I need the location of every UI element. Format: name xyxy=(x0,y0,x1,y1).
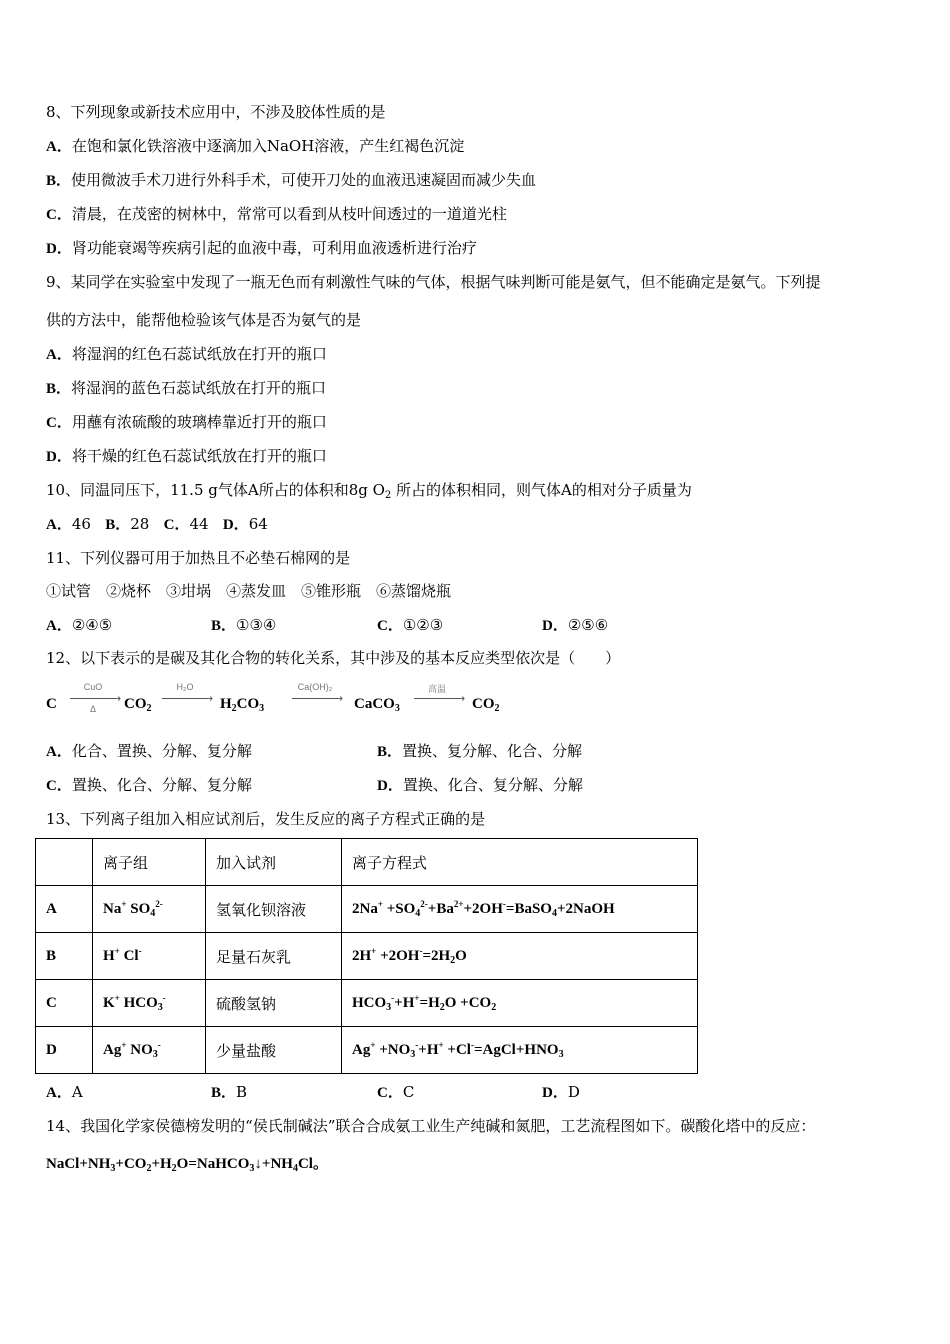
q12-stem: 12、以下表示的是碳及其化合物的转化关系，其中涉及的基本反应类型依次是（ ） xyxy=(46,649,621,667)
reagent-cell: 氢氧化钡溶液 xyxy=(206,886,342,933)
table-row xyxy=(36,886,698,933)
q13-option-b: B．B xyxy=(211,1083,248,1101)
q8-option-b: B．使用微波手术刀进行外科手术，可使开刀处的血液迅速凝固而减少失血 xyxy=(46,171,537,189)
arrow-cuo: CuO → Δ xyxy=(58,680,128,720)
header-cell-empty xyxy=(36,839,93,886)
equation-cell: $Ag^+ +NO_3^-+H^+$ $+Cl^-=AgCl+HNO_3$ xyxy=(342,1027,698,1074)
q9-stem-line1: 9、某同学在实验室中发现了一瓶无色而有刺激性气味的气体，根据气味判断可能是氨气，但不能确定是氨气。下列提 xyxy=(46,273,821,291)
species-caco3: CaCO$_3$ xyxy=(354,696,400,714)
q9-option-b: B．将湿润的蓝色石蕊试纸放在打开的瓶口 xyxy=(46,379,327,397)
q9-option-a: A．将湿润的红色石蕊试纸放在打开的瓶口 xyxy=(46,345,327,363)
q12-conversion-chain xyxy=(46,680,566,720)
equation-cell: $HCO_3^-+H^+=H_2O +CO_2$ xyxy=(342,980,698,1027)
species-co2: $CO_2$ xyxy=(124,696,152,714)
species-c: C xyxy=(46,696,57,712)
q13-stem: 13、下列离子组加入相应试剂后，发生反应的离子方程式正确的是 xyxy=(46,810,486,828)
arrow-h2o: H₂O → xyxy=(150,680,220,720)
reagent-cell: 足量石灰乳 xyxy=(206,933,342,980)
ion-group-cell: H+ Cl- xyxy=(93,933,206,980)
q13-option-c: C．C xyxy=(377,1083,415,1101)
q11-option-b: B．①③④ xyxy=(211,616,277,634)
equation-cell: $2Na^+ +SO_4^{2-}+Ba^{2+}+2OH^-=BaSO_4+2NaOH$ xyxy=(342,886,698,933)
q12-option-a: A．化合、置换、分解、复分解 xyxy=(46,742,252,760)
header-ion-group: 离子组 xyxy=(93,839,206,886)
table-row xyxy=(36,933,698,980)
table-header-row xyxy=(36,839,698,886)
ion-group-cell: Ag+ $NO_3^-$ xyxy=(93,1027,206,1074)
arrow-caoh2: Ca(OH)₂ → xyxy=(280,680,350,720)
species-co2-final: $CO_2$ xyxy=(472,696,500,714)
header-ionic-equation: 离子方程式 xyxy=(342,839,698,886)
row-label: B xyxy=(36,933,93,980)
q10-stem: 10、同温同压下，11.5 g气体A所占的体积和8g $O_2$ 所占的体积相同，则气体A的相对分子质量为 xyxy=(46,481,692,501)
q9-stem-line2: 供的方法中，能帮他检验该气体是否为氨气的是 xyxy=(46,311,362,329)
q11-stem: 11、下列仪器可用于加热且不必垫石棉网的是 xyxy=(46,549,351,567)
q13-option-a: A．A xyxy=(46,1083,83,1101)
q12-option-c: C．置换、化合、分解、复分解 xyxy=(46,776,252,794)
q11-option-d: D．②⑤⑥ xyxy=(542,616,609,634)
equation-cell: $2H^+ +2OH^-=2H_2O$ xyxy=(342,933,698,980)
row-label: D xyxy=(36,1027,93,1074)
q10-options: A．46 B．28 C．44 D．64 xyxy=(46,515,268,533)
q11-items: ①试管 ②烧杯 ③坩埚 ④蒸发皿 ⑤锥形瓶 ⑥蒸馏烧瓶 xyxy=(46,582,452,600)
q8-option-c: C．清晨，在茂密的树林中，常常可以看到从枝叶间透过的一道道光柱 xyxy=(46,205,507,223)
reagent-cell: 硫酸氢钠 xyxy=(206,980,342,1027)
q11-option-a: A．②④⑤ xyxy=(46,616,113,634)
q12-option-b: B．置换、复分解、化合、分解 xyxy=(377,742,583,760)
row-label: A xyxy=(36,886,93,933)
q14-equation: $NaCl+NH_3+CO_2+H_2O=NaHCO_3↓+NH_4Cl$。 xyxy=(46,1156,328,1174)
q9-option-d: D．将干燥的红色石蕊试纸放在打开的瓶口 xyxy=(46,447,327,465)
table-row xyxy=(36,980,698,1027)
q13-option-d: D．D xyxy=(542,1083,580,1101)
table-row xyxy=(36,1027,698,1074)
species-h2co3: $H_2CO_3$ xyxy=(220,696,265,714)
q14-stem: 14、我国化学家侯德榜发明的“侯氏制碱法”联合合成氨工业生产纯碱和氮肥，工艺流程图如下。碳酸化塔中的反应： xyxy=(46,1117,816,1135)
q8-option-d: D．肾功能衰竭等疾病引起的血液中毒，可利用血液透析进行治疗 xyxy=(46,239,477,257)
q11-option-c: C．①②③ xyxy=(377,616,444,634)
q9-option-c: C．用蘸有浓硫酸的玻璃棒靠近打开的瓶口 xyxy=(46,413,327,431)
q8-stem: 8、下列现象或新技术应用中，不涉及胶体性质的是 xyxy=(46,103,386,121)
ion-group-cell: Na+ $SO_4^{2-}$ xyxy=(93,886,206,933)
header-reagent: 加入试剂 xyxy=(206,839,342,886)
arrow-high-temp: 高温 → xyxy=(402,680,472,720)
ion-reaction-table xyxy=(35,838,698,1074)
q8-option-a: A．在饱和氯化铁溶液中逐滴加入NaOH溶液，产生红褐色沉淀 xyxy=(46,137,465,155)
ion-group-cell: K+ $HCO_3^-$ xyxy=(93,980,206,1027)
reagent-cell: 少量盐酸 xyxy=(206,1027,342,1074)
q12-option-d: D．置换、化合、复分解、分解 xyxy=(377,776,583,794)
row-label: C xyxy=(36,980,93,1027)
